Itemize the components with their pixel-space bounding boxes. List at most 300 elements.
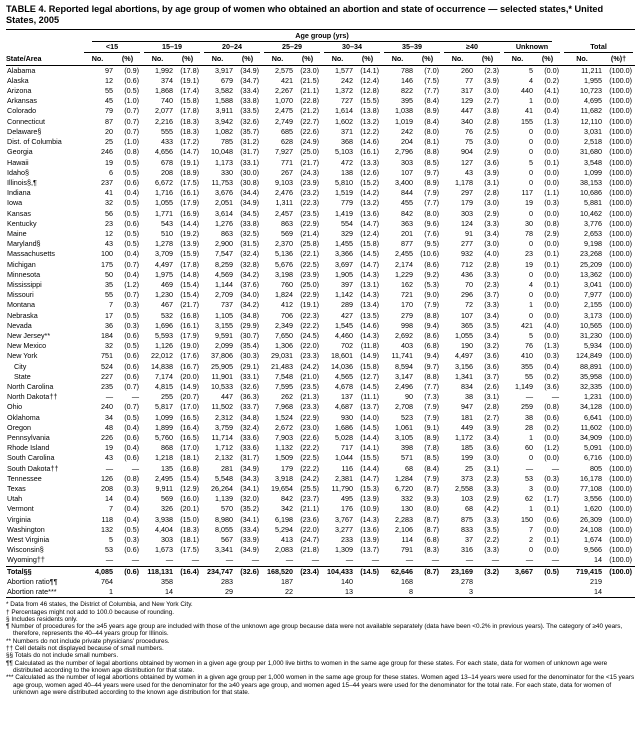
percent-cell: (0.1): [544, 157, 560, 167]
count-cell: 2,495: [155, 473, 173, 483]
count-cell: 72: [465, 300, 473, 310]
count-cell: 8: [409, 587, 413, 597]
percent-cell: (13.7): [360, 402, 379, 412]
percent-cell: (0.0): [544, 208, 560, 218]
percent-cell: (100.0): [609, 422, 633, 432]
count-cell: 1: [109, 587, 113, 597]
percent-cell: (16.1): [180, 188, 199, 198]
percent-cell: (0.6): [124, 75, 139, 85]
percent-cell: (0.1): [544, 279, 560, 289]
count-cell: 117: [521, 188, 533, 198]
percent-cell: (24.2): [300, 473, 319, 483]
percent-cell: (8.7): [424, 514, 439, 524]
percent-cell: (0.0): [544, 545, 560, 555]
count-cell: 371: [341, 126, 353, 136]
percent-cell: (100.0): [604, 566, 635, 577]
percent-cell: (32.6): [240, 381, 259, 391]
percent-cell: (19.2): [180, 228, 199, 238]
percent-cell: (3.3): [484, 269, 499, 279]
percent-cell: (12.2): [360, 126, 379, 136]
table-row: [6, 249, 635, 259]
percent-cell: (13.9): [360, 535, 379, 545]
percent-cell: (100.0): [609, 279, 633, 289]
state-label: Alabama: [7, 65, 36, 75]
count-cell: 1,144: [215, 279, 233, 289]
table-row: [6, 280, 635, 290]
percent-cell: (21.7): [180, 300, 199, 310]
count-cell: 10,565: [580, 320, 603, 330]
percent-cell: (0.6): [544, 412, 560, 422]
count-cell: 25: [465, 463, 473, 473]
percent-cell: (19.1): [180, 157, 199, 167]
percent-cell: (14.3): [360, 330, 379, 340]
percent-cell: (14.3): [360, 269, 379, 279]
count-cell: 234,747: [202, 566, 235, 577]
percent-cell: (0.6): [124, 177, 139, 187]
count-cell: 242: [401, 126, 413, 136]
col-group-total: Total: [562, 42, 635, 54]
count-cell: 7: [109, 300, 113, 310]
count-cell: 14: [594, 587, 603, 597]
count-cell: 1,061: [395, 422, 413, 432]
table-row: [6, 423, 635, 433]
count-cell: 721: [401, 290, 413, 300]
count-cell: 11,901: [211, 371, 233, 381]
percent-cell: (8.4): [424, 463, 439, 473]
count-cell: 5,103: [335, 147, 353, 157]
percent-cell: (14.2): [360, 188, 379, 198]
count-cell: 36: [105, 320, 113, 330]
count-cell: 1: [529, 96, 533, 106]
percent-cell: [175, 577, 202, 587]
percent-cell: (8.8): [424, 147, 439, 157]
count-cell: 1,716: [155, 188, 173, 198]
count-cell: 5,548: [215, 473, 233, 483]
state-label: Abortion ratio¶¶: [7, 576, 58, 586]
count-cell: 13: [345, 587, 353, 597]
count-cell: 0: [529, 147, 533, 157]
percent-cell: (19.1): [180, 75, 199, 85]
count-cell: 3,366: [335, 249, 353, 259]
count-cell: 45: [105, 96, 113, 106]
percent-cell: (16.0): [180, 494, 199, 504]
count-cell: 3,776: [584, 218, 603, 228]
percent-cell: (8.0): [424, 126, 439, 136]
state-label: Idaho§: [7, 167, 29, 177]
count-cell: 1,149: [515, 381, 533, 391]
footnote: †† Cell details not displayed because of small numbers.: [6, 645, 164, 653]
count-cell: 70: [465, 279, 473, 289]
percent-cell: (100.0): [609, 504, 633, 514]
percent-cell: (17.0): [180, 443, 199, 453]
percent-cell: (3.1): [484, 392, 499, 402]
percent-cell: (0.7): [124, 402, 139, 412]
percent-cell: (7.9): [424, 300, 439, 310]
count-cell: 326: [161, 504, 173, 514]
percent-cell: (17.2): [180, 137, 199, 147]
count-cell: 2,381: [335, 473, 353, 483]
count-cell: 9,911: [155, 484, 173, 493]
count-cell: 2,267: [275, 86, 293, 96]
count-cell: 219: [590, 576, 603, 586]
count-cell: 3,938: [155, 514, 173, 524]
count-cell: 4,678: [335, 381, 353, 391]
percent-cell: —: [311, 555, 319, 565]
footnote: ¶¶ Calculated as the number of legal abortions obtained by women in a given age group per 1,000 live births to women in the same age group for these states. For each state, data for women of unknown age were distributed according to the known age distribution for that state.: [6, 659, 608, 674]
percent-cell: (1.2): [544, 443, 560, 453]
count-cell: 397: [341, 279, 353, 289]
table-row: [6, 443, 635, 453]
count-cell: 3,918: [275, 473, 293, 483]
count-cell: 14: [594, 555, 603, 565]
percent-cell: (14.9): [180, 381, 199, 391]
count-cell: 567: [221, 535, 233, 545]
percent-cell: (8.0): [424, 208, 439, 218]
count-cell: 34: [105, 412, 113, 422]
percent-cell: (15.8): [360, 239, 379, 249]
percent-cell: (34.9): [240, 198, 259, 208]
count-cell: 129: [461, 96, 473, 106]
percent-cell: (2.9): [484, 208, 499, 218]
percent-cell: —: [371, 555, 379, 565]
state-label: West Virginia: [7, 535, 50, 545]
footnote: ** Numbers do not include private physicians' procedures.: [6, 637, 170, 645]
percent-cell: (100.0): [609, 198, 633, 208]
percent-cell: (17.0): [180, 402, 199, 412]
count-cell: 685: [281, 126, 293, 136]
count-cell: 30: [525, 218, 533, 228]
count-cell: 1,577: [335, 65, 353, 75]
state-label: New Jersey**: [7, 330, 51, 340]
table-row: [6, 147, 635, 157]
count-cell: 771: [281, 157, 293, 167]
corner-cell: [6, 42, 82, 54]
count-cell: 436: [461, 269, 473, 279]
count-cell: 628: [281, 137, 293, 147]
count-cell: 6,672: [155, 177, 173, 187]
percent-cell: (35.7): [240, 126, 259, 136]
percent-cell: (14.1): [360, 65, 379, 75]
percent-cell: (34.9): [240, 65, 259, 75]
no-header: No.: [262, 53, 295, 65]
percent-cell: (100.0): [609, 177, 633, 187]
count-cell: 1,686: [335, 422, 353, 432]
percent-cell: (25.0): [300, 279, 319, 289]
table-row: [6, 86, 635, 96]
count-cell: 0: [529, 177, 533, 187]
pct-header: (%): [175, 53, 202, 65]
count-cell: 3,400: [395, 177, 413, 187]
count-cell: 5,676: [275, 259, 293, 269]
count-cell: 5,881: [584, 198, 603, 208]
percent-cell: (0.3): [544, 351, 560, 361]
percent-cell: (12.7): [360, 371, 379, 381]
percent-cell: (0.5): [124, 208, 139, 218]
percent-cell: (3.4): [484, 330, 499, 340]
count-cell: 788: [401, 65, 413, 75]
table-row: [6, 464, 635, 474]
count-cell: 469: [161, 279, 173, 289]
percent-cell: (22.5): [300, 453, 319, 463]
percent-cell: (8.5): [424, 453, 439, 463]
count-cell: 6,198: [275, 514, 293, 524]
percent-cell: (4.0): [484, 249, 499, 259]
count-cell: 114: [401, 535, 413, 545]
count-cell: 43: [105, 453, 113, 463]
percent-cell: (21.2): [300, 106, 319, 116]
percent-cell: (16.1): [180, 320, 199, 330]
percent-cell: (0.2): [544, 371, 560, 381]
count-cell: 124: [461, 218, 473, 228]
percent-cell: (16.9): [180, 208, 199, 218]
percent-cell: (3.6): [484, 351, 499, 361]
table-row: [6, 392, 635, 402]
count-cell: 805: [590, 463, 603, 473]
count-cell: 4,569: [215, 269, 233, 279]
percent-cell: (0.2): [544, 422, 560, 432]
percent-cell: (0.3): [124, 484, 139, 493]
count-cell: 179: [461, 198, 473, 208]
count-cell: 1,276: [215, 218, 233, 228]
count-cell: 2,457: [275, 208, 293, 218]
count-cell: 717: [341, 443, 353, 453]
count-cell: 447: [461, 106, 473, 116]
percent-cell: (100.0): [609, 402, 633, 412]
footnote: § Includes residents only.: [6, 615, 78, 623]
percent-cell: (2.3): [484, 473, 499, 483]
percent-cell: (14.4): [180, 218, 199, 228]
percent-cell: (13.6): [360, 524, 379, 534]
percent-cell: (17.8): [180, 259, 199, 269]
count-cell: 118: [101, 514, 113, 524]
count-cell: 3,156: [455, 361, 473, 371]
percent-cell: (33.4): [240, 86, 259, 96]
count-cell: 137: [341, 392, 353, 402]
percent-cell: (15.4): [180, 279, 199, 289]
state-label: Connecticut: [7, 116, 45, 126]
percent-cell: (22.9): [300, 290, 319, 300]
count-cell: 48: [105, 422, 113, 432]
table-title: TABLE 4. Reported legal abortions, by age group of women who obtained an abortion and state of occurrence — selected states,* United States, 2005: [6, 4, 604, 26]
percent-cell: (4.0): [544, 320, 560, 330]
percent-cell: (17.6): [180, 351, 199, 361]
count-cell: 37,806: [211, 351, 233, 361]
percent-cell: (18.9): [180, 167, 199, 177]
count-cell: 495: [341, 494, 353, 504]
percent-cell: (8.6): [424, 330, 439, 340]
count-cell: 201: [401, 228, 413, 238]
percent-cell: (34.2): [240, 269, 259, 279]
percent-cell: (22.2): [300, 463, 319, 473]
count-cell: 76: [465, 126, 473, 136]
count-cell: 9,591: [215, 330, 233, 340]
count-cell: 140: [341, 576, 353, 586]
count-cell: 5,593: [155, 330, 173, 340]
pct-header: (%): [475, 53, 502, 65]
percent-cell: (13.9): [360, 494, 379, 504]
count-cell: 1,082: [215, 126, 233, 136]
percent-cell: (0.0): [544, 300, 560, 310]
state-label: South Dakota††: [7, 463, 59, 473]
table-row: [6, 198, 635, 208]
percent-cell: (1.2): [124, 279, 139, 289]
percent-cell: (8.7): [424, 484, 439, 493]
table-row: [6, 577, 635, 587]
percent-cell: —: [431, 555, 439, 565]
percent-cell: (3.9): [484, 422, 499, 432]
count-cell: 3,614: [215, 208, 233, 218]
percent-cell: (23.5): [300, 381, 319, 391]
count-cell: 2,900: [215, 239, 233, 249]
count-cell: 0: [529, 137, 533, 147]
count-cell: 1,132: [275, 443, 293, 453]
percent-cell: (34.7): [240, 75, 259, 85]
percent-cell: (14.5): [355, 566, 382, 577]
percent-cell: (31.7): [240, 453, 259, 463]
state-label: Ohio: [7, 402, 23, 412]
table-row: [6, 76, 635, 86]
count-cell: 340: [461, 116, 473, 126]
count-cell: 79: [105, 106, 113, 116]
count-cell: 2,312: [215, 412, 233, 422]
count-cell: 2,749: [275, 116, 293, 126]
total-spacer-cell: [562, 30, 635, 42]
percent-cell: (14.6): [360, 320, 379, 330]
count-cell: 395: [401, 96, 413, 106]
count-cell: 2,051: [215, 198, 233, 208]
percent-cell: (0.4): [124, 494, 139, 504]
percent-cell: (9.7): [424, 167, 439, 177]
percent-cell: (3.5): [484, 524, 499, 534]
count-cell: 5: [529, 157, 533, 167]
count-cell: 4,085: [82, 566, 115, 577]
count-cell: 32: [105, 198, 113, 208]
percent-cell: (36.3): [240, 392, 259, 402]
percent-cell: (1.3): [544, 116, 560, 126]
percent-cell: (100.0): [609, 259, 633, 269]
percent-cell: (19.1): [300, 300, 319, 310]
table-row: [6, 209, 635, 219]
percent-cell: (100.0): [609, 310, 633, 320]
count-cell: 17: [105, 310, 113, 320]
percent-cell: (0.0): [544, 137, 560, 147]
percent-cell: (8.9): [424, 177, 439, 187]
state-label: Arizona: [7, 86, 32, 96]
count-cell: 3,105: [395, 432, 413, 442]
pct-header: (%): [355, 53, 382, 65]
percent-cell: (0.0): [544, 167, 560, 177]
percent-cell: (7.9): [424, 402, 439, 412]
state-label: Utah: [7, 494, 23, 504]
percent-cell: (23.4): [295, 566, 322, 577]
count-cell: 26,264: [211, 484, 233, 493]
count-cell: 569: [281, 228, 293, 238]
count-cell: 679: [221, 75, 233, 85]
count-cell: 32: [105, 341, 113, 351]
count-cell: 41: [105, 188, 113, 198]
count-cell: 1,509: [275, 453, 293, 463]
percent-cell: (100.0): [609, 545, 633, 555]
percent-cell: (100.0): [609, 443, 633, 453]
count-cell: 6,641: [584, 412, 603, 422]
percent-cell: (30.0): [240, 167, 259, 177]
percent-cell: (0.8): [124, 147, 139, 157]
count-cell: 791: [401, 545, 413, 555]
percent-cell: (14.6): [360, 137, 379, 147]
percent-cell: [535, 577, 562, 587]
count-cell: 447: [221, 392, 233, 402]
percent-cell: (22.7): [300, 116, 319, 126]
percent-cell: (0.6): [124, 371, 139, 381]
percent-cell: (0.0): [544, 484, 560, 493]
table-row: [6, 453, 635, 463]
table-row: [6, 504, 635, 514]
count-cell: 0: [529, 167, 533, 177]
percent-cell: (0.4): [544, 361, 560, 371]
count-cell: 712: [461, 259, 473, 269]
percent-cell: (21.4): [300, 228, 319, 238]
percent-cell: (1.0): [124, 137, 139, 147]
col-group-20-24: 20–24: [202, 42, 262, 54]
table-row: [6, 65, 635, 76]
percent-cell: (3.7): [484, 290, 499, 300]
col-group-25-29: 25–29: [262, 42, 322, 54]
table-row: [6, 117, 635, 127]
percent-cell: [604, 577, 635, 587]
percent-cell: [115, 577, 142, 587]
count-cell: 2,475: [275, 106, 293, 116]
count-cell: 1,545: [335, 320, 353, 330]
count-cell: 1,070: [275, 96, 293, 106]
percent-cell: (0.0): [544, 453, 560, 463]
count-cell: 3,667: [502, 566, 535, 577]
percent-cell: (0.5): [124, 524, 139, 534]
count-cell: 4,460: [335, 330, 353, 340]
count-cell: 18,601: [331, 351, 353, 361]
percent-cell: (0.4): [124, 504, 139, 514]
count-cell: 316: [461, 545, 473, 555]
percent-cell: (0.4): [124, 422, 139, 432]
count-cell: 844: [401, 188, 413, 198]
percent-cell: (7.7): [424, 86, 439, 96]
count-cell: 11,502: [211, 402, 233, 412]
count-cell: 523: [401, 412, 413, 422]
table-row: [6, 413, 635, 423]
count-cell: —: [405, 555, 413, 565]
count-cell: 3,198: [275, 269, 293, 279]
count-cell: 1,173: [215, 157, 233, 167]
count-cell: 947: [461, 402, 473, 412]
count-cell: 1,955: [584, 75, 603, 85]
count-cell: 1,311: [275, 198, 293, 208]
percent-cell: (12.4): [360, 75, 379, 85]
percent-cell: (21.0): [300, 371, 319, 381]
percent-cell: (100.0): [609, 484, 633, 493]
percent-cell: [175, 587, 202, 598]
report-table-page: [6, 4, 635, 696]
percent-cell: (0.3): [124, 535, 139, 545]
count-cell: 38,153: [580, 177, 603, 187]
count-cell: 368: [341, 137, 353, 147]
count-cell: 2,672: [275, 422, 293, 432]
count-cell: 14,838: [151, 361, 173, 371]
percent-cell: (100.0): [609, 147, 633, 157]
state-label: City: [14, 361, 27, 371]
count-cell: 4,497: [155, 259, 173, 269]
percent-cell: (3.3): [484, 218, 499, 228]
state-area-header: State/Area: [6, 53, 82, 65]
table-row: [6, 545, 635, 555]
